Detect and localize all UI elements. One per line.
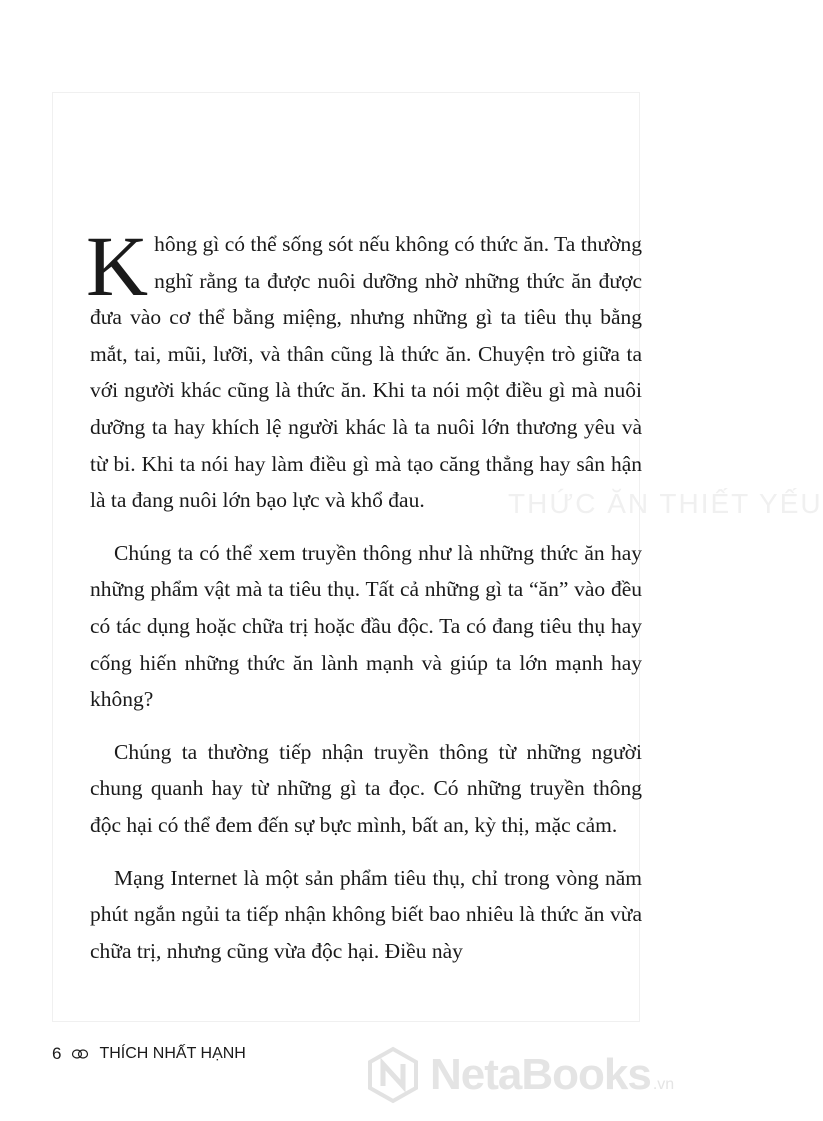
page-number: 6 [52, 1044, 62, 1063]
paragraph: Chúng ta thường tiếp nhận truyền thông từ những người chung quanh hay từ những gì ta đọc. Có những truyền thông độc hại có thể đem đến sự bực mình, bất an, kỳ thị, mặc cảm. [90, 739, 642, 837]
show-through-text: THỨC ĂN THIẾT YẾU [508, 488, 823, 519]
knot-ornament-icon [71, 1047, 89, 1061]
paragraph [86, 218, 642, 519]
watermark [364, 1046, 674, 1104]
page-footer [52, 1044, 246, 1064]
running-author: THÍCH NHẤT HẠNH [99, 1045, 246, 1062]
paragraph: Chúng ta có thể xem truyền thông như là những thức ăn hay những phẩm vật mà ta tiêu thụ. Tất cả những gì ta “ăn” vào đều có tác dụng hoặc chữa trị hoặc đầu độc. Ta có đang tiêu thụ hay cống hiến những thức ăn lành mạnh và giúp ta lớn mạnh hay không? [90, 540, 642, 712]
netabooks-logo-icon [364, 1046, 422, 1104]
watermark-brand: NetaBooks [430, 1050, 651, 1099]
paragraph: Mạng Internet là một sản phẩm tiêu thụ, chỉ trong vòng năm phút ngắn ngủi ta tiếp nhận không biết bao nhiêu là thức ăn vừa chữa trị, nhưng cũng vừa độc hại. Điều này [90, 865, 642, 963]
drop-cap: K [86, 218, 149, 314]
body-text [86, 218, 642, 969]
watermark-tld: .vn [652, 1076, 675, 1093]
paragraph-text: hông gì có thể sống sót nếu không có thức ăn. Ta thường nghĩ rằng ta được nuôi dưỡng nhờ những thức ăn được đưa vào cơ thể bằng miệng, nhưng những gì ta tiêu thụ bằng mắt, tai, mũi, lưỡi, và thân cũng là thức ăn. Chuyện trò giữa ta với người khác cũng là thức ăn. Khi ta nói một điều gì mà nuôi dưỡng ta hay khích lệ người khác là ta nuôi lớn thương yêu và từ bi. Khi ta nói hay làm điều gì mà tạo căng thẳng hay sân hận là ta đang nuôi lớn bạo lực và khổ đau. [90, 232, 642, 513]
